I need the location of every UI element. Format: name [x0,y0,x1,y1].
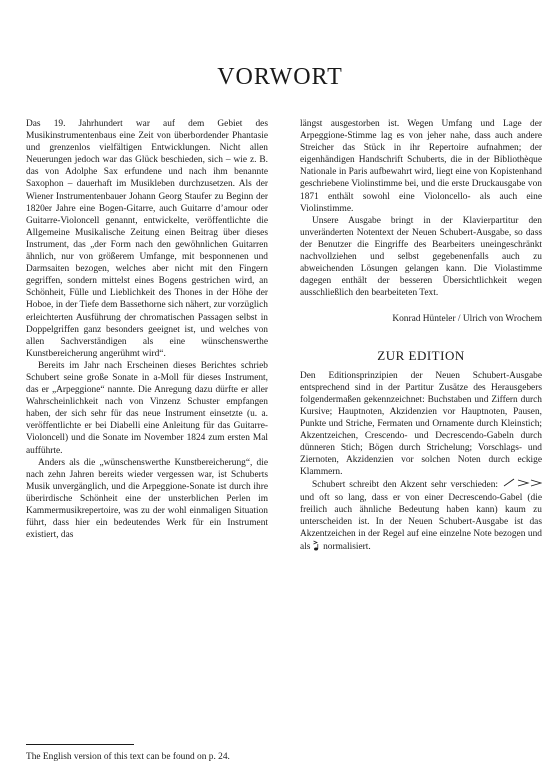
paragraph-ausgabe: Unsere Ausgabe bringt in der Klavierpartitur den unveränderten Notentext der Neuen Schubert-Ausgabe, so dass der Benutzer die Eingriffe des Bearbeiters uneingeschränkt nachvollziehen und selbst gegebenenfalls auch zu abweichenden Lösungen gelangen kann. Die Violastimme dagegen enthält der besseren Übersichtlichkeit wegen ausschließlich den bearbeiteten Text. [300,215,542,299]
akzent-text-a: Schubert schreibt den Akzent sehr verschieden: [312,480,499,491]
footnote-divider [26,744,134,745]
akzent-text-b: und oft so lang, dass er von einer Decrescendo-Gabel (die freilich auch ähnliche Bedeutung haben kann) kaum zu unterscheiden ist. In der Neuen Schubert-Ausgabe ist das Akzentzeichen in der Regel auf eine einzelne Note bezogen und als [300,492,542,552]
right-column [300,118,542,553]
page-title: VORWORT [217,64,343,90]
author-signature: Konrad Hünteler / Ulrich von Wrochem [392,314,542,325]
paragraph-intro: Das 19. Jahrhundert war auf dem Gebiet des Musikinstrumentenbaus eine Zeit von überbordender Phantasie und grenzenlos vielfältigen Entwicklungen. Nicht allen Neuerungen jedoch war das Glück beschieden, sich – wie z. B. das von Adolphe Sax erfundene und nach ihm benannte Saxophon – dauerhaft im Musikleben durchzusetzen. Als der Wiener Instrumentenbauer Johann Georg Staufer zu Beginn der 1820er Jahre eine Bogen-Gitarre, auch Guitarre d’amour oder Guitarre-Violoncell genannt, entwickelte, veröffentlichte die Allgemeine Musikalische Zeitung einen Beitrag über dieses Instrument, das „der Form nach den gewöhnlichen Guitarren ähnlich, nur von größerem Umfange, mit besponnenen und Darmsaiten bezogen, welches aber nicht mit den Fingern gegriffen, sondern mittelst eines Bogens gestrichen wird, an Schönheit, Fülle und Lieblichkeit des Thones in der Höhe der Hoboe, in der Tiefe dem Bassethorne sich nähert, zur vorzüglich erleichterten Ausführung der chromatischen Passagen selbst in Doppelgriffen ganz besonders geeignet ist, und welches von allen Sachverständigen als eine wünschenswerthe Kunstbereicherung angerühmt wird“. [26,119,268,359]
footnote: The English version of this text can be found on p. 24. [26,752,230,762]
paragraph-akzent [300,478,542,553]
note-accent-icon [313,540,321,551]
akzent-text-c: normalisiert. [323,541,371,552]
edition-heading: ZUR EDITION [377,347,465,363]
accent-marks-icon [502,478,542,488]
paragraph-unvergaenglich: Anders als die „wünschenswerthe Kunstbereicherung“, die nach zehn Jahren bereits wieder vergessen war, ist Schuberts Musik unvergänglich, und die Arpeggione-Sonate ist durch ihre überirdische Schönheit eine der unsterblichen Perlen im Kammermusikrepertoire, was zu der wohl einmaligen Situation führt, dass hier ein bedeutendes Werk für ein Instrument existiert, das [26,457,268,541]
paragraph-editionsprinzipien: Den Editionsprinzipien der Neuen Schubert-Ausgabe entsprechend sind in der Partitur Zusätze des Herausgebers folgendermaßen gekennzeichnet: Buchstaben und Ziffern durch Kursive; Hauptnoten, Akzidenzien vor Hauptnoten, Pausen, Punkte und Striche, Fermaten und Ornamente durch Kleinstich; Akzentzeichen, Crescendo- und Decrescendo-Gabeln durch dünneren Stich; Bögen durch Strichelung; Vorschlags- und Ziernoten, Akzidenzien vor solchen Noten durch eckige Klammern. [300,370,542,478]
left-column [26,118,268,541]
paragraph-arpeggione-sonata: Bereits im Jahr nach Erscheinen dieses Berichtes schrieb Schubert seine große Sonate in a-Moll für dieses Instrument, das er „Arpeggione“ nannte. Die Anregung dazu dürfte er aller Wahrscheinlichkeit nach von Vinzenz Schuster empfangen haben, der sich sehr für das neue Instrument einsetzte (u. a. veröffentlichte er bei Diabelli eine Anleitung für das Guitarre-Violoncell) und die Sonate im November 1824 zum ersten Mal aufführte. [26,360,268,456]
paragraph-continuation: längst ausgestorben ist. Wegen Umfang und Lage der Arpeggione-Stimme lag es von jeher nahe, dass auch andere Streicher das Stück in ihr Repertoire aufnahmen; der eigenhändigen Handschrift Schuberts, die in der Bibliothèque Nationale in Paris aufbewahrt wird, liegt eine von Kopistenhand geschriebene Violinstimme bei, und die erste Druckausgabe von 1871 enthält sowohl eine Violoncello- als auch eine Violinstimme. [300,119,542,214]
